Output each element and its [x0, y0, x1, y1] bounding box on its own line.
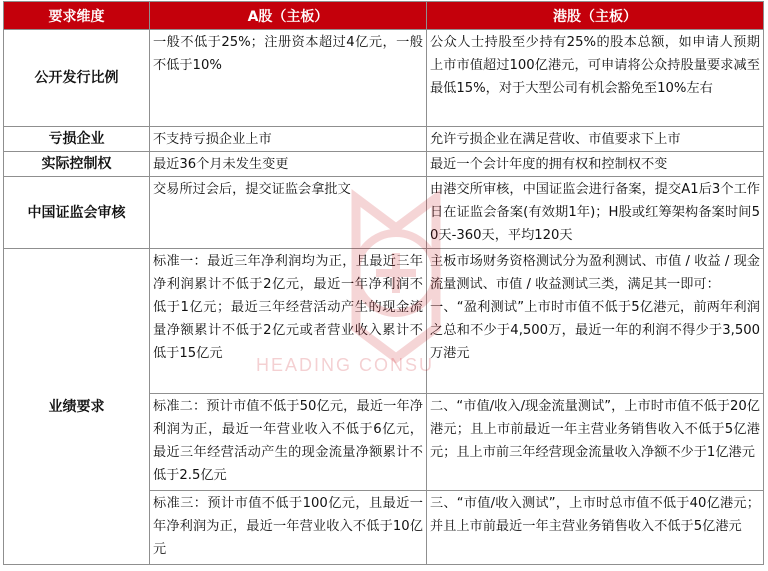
watermark-text: HEADING CONSU [256, 355, 435, 375]
row-category: 中国证监会审核 [4, 177, 150, 249]
a-share-standard-two: 标准二：预计市值不低于50亿元，最近一年净利润为正，最近一年营业收入不低于6亿元，最近三年经营活动产生的现金流量净额累计不低于2.5亿元 [150, 394, 427, 491]
hk-share-cell: 允许亏损企业在满足营收、市值要求下上市 [427, 127, 764, 152]
a-share-cell: 一般不低于25%；注册资本超过4亿元，一般不低于10% [150, 30, 427, 127]
a-share-standard-one: 标准一：最近三年净利润均为正，且最近三年净利润累计不低于2亿元，最近一年净利润不低于1亿元；最近三年经营活动产生的现金流量净额累计不低于2亿元或者营业收入累计不低于15亿元 [150, 249, 427, 394]
table-row [4, 249, 764, 394]
comparison-table-container [3, 1, 763, 565]
a-share-cell: 最近36个月未发生变更 [150, 152, 427, 177]
header-hk-share: 港股（主板） [427, 2, 764, 30]
header-a-share: A股（主板） [150, 2, 427, 30]
hk-share-standard-two: 二、“市值/收入/现金流量测试”，上市时市值不低于20亿港元；且上市前最近一年主营业务销售收入不低于5亿港元；且上市前三年经营现金流量收入净额不少于1亿港元 [427, 394, 764, 491]
row-category: 亏损企业 [4, 127, 150, 152]
hk-share-cell: 公众人士持股至少持有25%的股本总额，如申请人预期上市市值超过100亿港元，可申请将公众持股量要求减至最低15%，对于大型公司有机会豁免至10%左右 [427, 30, 764, 127]
a-share-cell: 交易所过会后，提交证监会拿批文 [150, 177, 427, 249]
hk-share-cell: 由港交所审核，中国证监会进行备案，提交A1后3个工作日在证监会备案(有效期1年)；H股或红筹架构备案时间50天-360天，平均120天 [427, 177, 764, 249]
table-row [4, 30, 764, 127]
row-category: 实际控制权 [4, 152, 150, 177]
a-share-cell: 不支持亏损企业上市 [150, 127, 427, 152]
hk-share-standard-three: 三、“市值/收入测试”，上市时总市值不低于40亿港元；并且上市前最近一年主营业务销售收入不低于5亿港元 [427, 491, 764, 565]
table-row [4, 127, 764, 152]
header-dimension: 要求维度 [4, 2, 150, 30]
a-share-standard-three: 标准三：预计市值不低于100亿元，且最近一年净利润为正，最近一年营业收入不低于10亿元 [150, 491, 427, 565]
row-category: 业绩要求 [4, 249, 150, 565]
table-header-row [4, 2, 764, 30]
hk-share-standard-one: 主板市场财务资格测试分为盈利测试、市值 / 收益 / 现金流量测试、市值 / 收益测试三类，满足其一即可： 一、“盈利测试”上市时市值不低于5亿港元，前两年利润之总和不少于4,500万，最近一年的利润不得少于3,500万港元 [427, 249, 764, 394]
row-category: 公开发行比例 [4, 30, 150, 127]
listing-requirements-table [3, 1, 764, 565]
table-row [4, 177, 764, 249]
table-row [4, 152, 764, 177]
hk-share-cell: 最近一个会计年度的拥有权和控制权不变 [427, 152, 764, 177]
